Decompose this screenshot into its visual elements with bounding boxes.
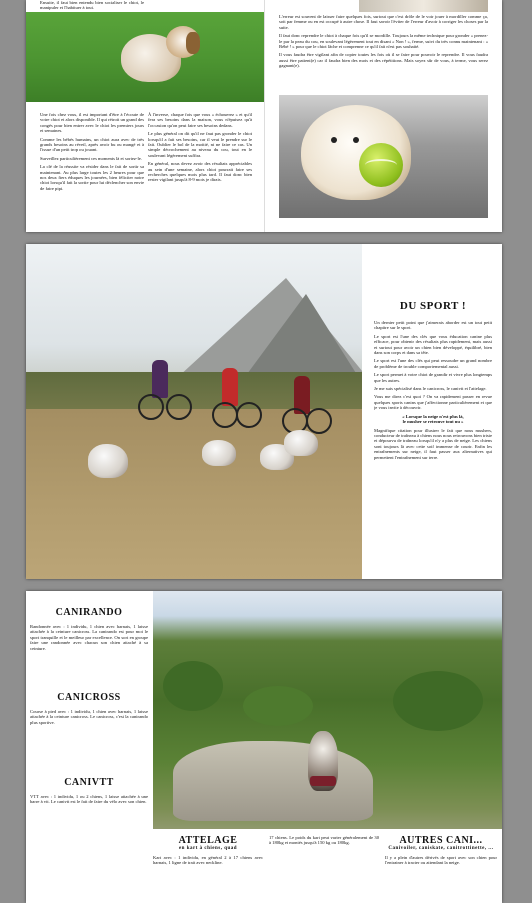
magazine-spread-sport [26,244,502,579]
attelage-continued: 17 chiens. Le poids du kart peut varier généralement de 30 à 180kg et montés jusqu'à 150 kg ou 180kg. [269,835,379,846]
dog-photo-top [359,0,488,12]
attelage-block [153,835,263,899]
sport-title: DU SPORT ! [399,300,467,312]
attelage-body: Kart avec : 1 individu, en général 2 à 17 chiens avec harnais, 1 ligne de trait avec neckline. [153,855,263,866]
canicross-body: Course à pied avec : 1 individu, 1 chien avec harnais, 1 laisse attachée à la ceinture canicross. Le canicross, c'est la canirando plus sportive. [30,709,148,725]
article-column-3: L'erreur est souvent de laisser faire quelques fois, surtout que c'est drôle de le voir jouer à mordiller comme ça, soit par femme ou en est occupé à autre chose. Il faut savoir l'éviter de l'erreur d'avoir à corriger les choses par la suite. Il faut donc reprendre le chiot à chaque fois qu'il se mordille. Toujours la même technique pour gronder « prenez-le par la peau du cou, en soulevant légèrement tout en disant « Non ! », ferme, suivi du très connu maintenant : « Bébé ! » pour que le chiot lâche et comprenne ce qu'il fait n'est pas souhaité. Il vous faudra être vigilant afin de copier toutes les fois où il se faire pour pouvoir le reprendre. Il vous faudra aussi être patient(e) car il faudra bien des mois et des répétitions. Mais soyez sûr de vous, à terme, vous serez gagnant(e). [279,14,488,69]
canirando-title: CANIRANDO [55,607,123,618]
attelage-title: ATTELAGE [178,835,238,846]
autres-title: AUTRES CANI... [399,835,483,846]
canivtt-body: VTT avec : 1 individu, 1 ou 2 chiens, 1 laisse attachée à une barre à vtt. Le canivtt est le fait de faire du vélo avec son chien. [30,794,148,805]
sport-article [374,244,492,579]
autres-subtitle: Canivoiler, caniskate, canitrottinette, ... [388,846,494,851]
puppy-with-ball-photo [279,95,488,218]
musher-quote: « Lorsque la neige n'est plus là, le musher se retrouve tout nu » [402,413,464,425]
canivtt-title: CANIVTT [64,777,114,788]
puppy-on-grass-photo [26,12,264,102]
bottom-caption-strip [153,829,502,903]
autres-block [385,835,497,899]
sport-body: Un dernier petit point que j'aimerais aborder est un tout petit chapitre sur le sport. Le sport est l'une des clés que vous éducation canine plus efficace, pour obtenir des résultats plus rapidement, mais aussi et surtout pour avoir un chien bien développé, équilibré, bien dans son corps et dans sa tête. Le sport est l'une des clés qui peut ressoudre un grand nombre de problème de trouble comportemental aussi. Le sport permet à votre chiot de grandir et vivre plus longtemps que les autres. Je me suis spécialisé dans le canicross, le canivtt et l'attelage. Vous me direz c'est quoi ? On va rapidement passer en revue quelques sports canins que j'affectionne particulièrement et que je vous invite à découvrir. « Lorsque la neige n'est plus là, le musher se retrouve tout nu » Magnifique citation pour illustrer le fait que nous mushers, conducteur de traîneau à chiens nous nous retrouvons bien triste et dépourvu de traîneau lorsqu'il n'y a plus de neige. Les chiens sont toujours là avec cette soif immense de courir. Enfin les entraînements sur neige, il faut passer aux alternatives qui permettent l'entraînement sur terre. [374,320,492,460]
canirando-body: Randonnée avec : 1 individu, 1 chien avec harnais, 1 laisse attachée à la ceinture canicross. La canirando est pour moi le sport tranquille et le meilleur par excellence. On sort en groupe faire une randonnée avec chacun son chien attaché à sa ceinture. [30,624,148,651]
attelage-subtitle: en kart à chiens, quad [178,846,238,851]
article-column-1: Une fois chez vous, il est important d'être à l'écoute de votre chiot et alors disponible. Il qui rétroit un grand des congés pour bien entrer avec le chiot les premiers jours et semaines. Comme les bébés humains, un chiot aura avec de très grands besoins au réveil, après avoir bu ou mangé et à l'issue d'un petit trop ou jouant. Surveillez particulièrement ces moments là et sortez-le. La clé de la réussite va résider dans le fait de sortir sa maintenant. Au plus large toutes les 2 heures pour que nos deux fiers éduques les journées, bien féliciter notre chiot lorsqu'il fait la sortie pour lui déclencher son envie de faire pipi. [40,112,144,191]
intro-text: Ensuite, il faut bien entendu bien socialiser le chiot, le manipuler et l'habituer à tout. [40,0,144,10]
magazine-spread-top [26,0,502,232]
sports-left-column [30,591,148,903]
canicross-title: CANICROSS [57,692,121,703]
autres-body: Il y a plein d'autres dérivés de sport avec son chien pour l'entrainer à tracter ou attendant la neige. [385,855,497,866]
article-column-2: À l'inverse, chaque fois que vous « échouerez » et qu'il fera ses besoins dans la maison, vous n'épuisez qu'à l'occasion qu'on peut faire ses besoins dedans. Le plus général on dit qu'il ne faut pas gronder le chiot lorsqu'il a fait ses besoins, car il veut le prendre sur le fait. Oublier le bol de la moitié, ni ne faire ce cas. Un simple décrochement au niveau du cou, tout en le soulevant légèrement suffira. En général, nous devez avoir des résultats appréciables au sein d'une semaine, alors chiot pourrait faire ses recherches quelques mois plus tard. Il faut donc bien rester vigilant jusqu'à 8-9 mois je dirais. [148,112,252,183]
page-fold [264,0,265,232]
magazine-spread-cani-sports [26,591,502,903]
dog-bikers-mountain-photo [26,244,362,579]
